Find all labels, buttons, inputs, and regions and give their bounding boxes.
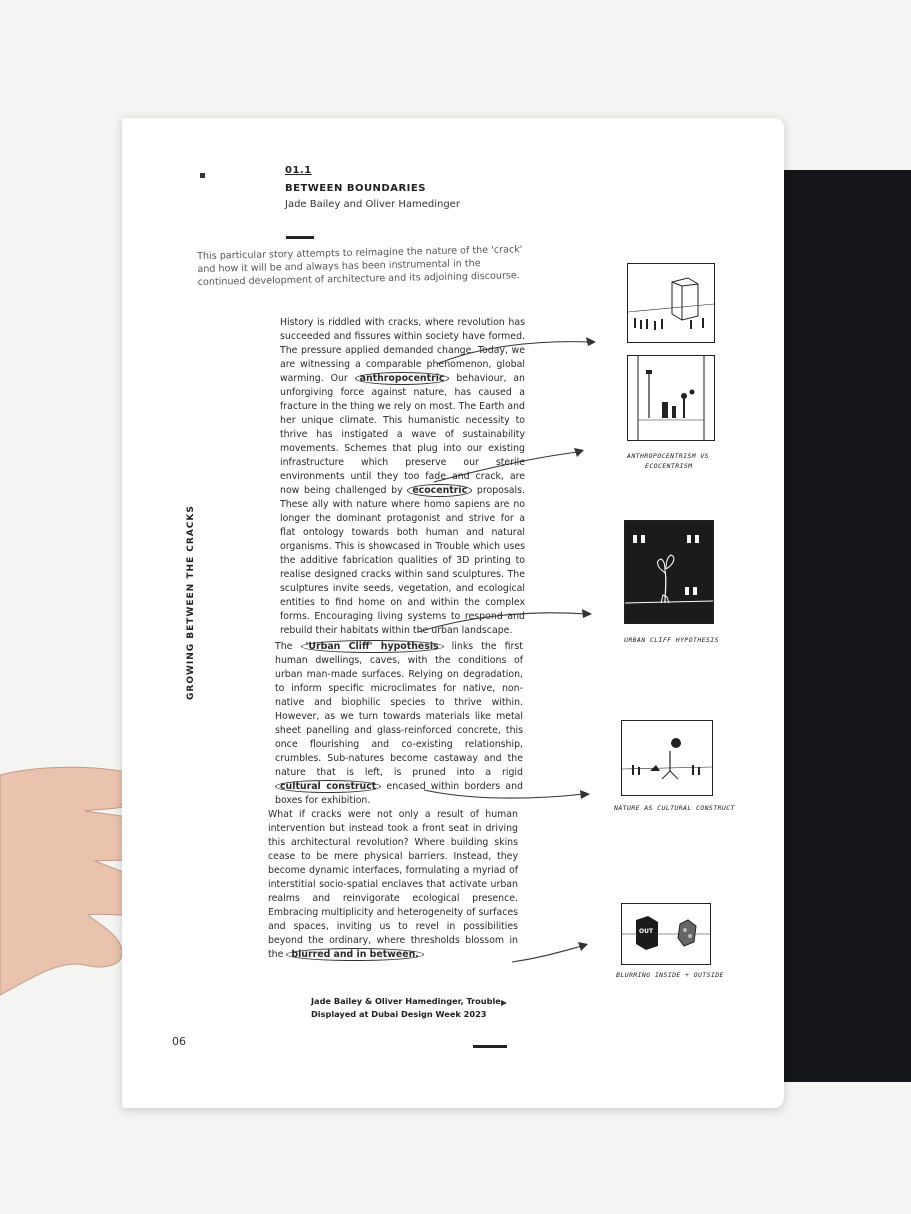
credit-line-1: Jade Bailey & Oliver Hamedinger, Trouble. xyxy=(311,996,504,1006)
page-number: 06 xyxy=(172,1035,186,1048)
circled-anthropocentric: anthropocentric xyxy=(355,372,450,385)
circled-blurred: blurred and in between. xyxy=(286,948,423,961)
circled-urban-cliff: 'Urban Cliff' hypothesis xyxy=(301,640,444,653)
credit-line-2: Displayed at Dubai Design Week 2023 xyxy=(311,1009,487,1019)
p2-text-a: The xyxy=(275,641,301,652)
p1-text-b: behaviour, an unforgiving force against nature, has caused a fracture in the thing we rely on most. The Earth and her unique climate. This humanistic necessity to thrive has instigated a wave of sustainability movements. Schemes that plug into our existing infrastructure which preserve our sterile environments until they too fade and crack, are now being challenged by xyxy=(280,373,525,496)
caption-blurring: BLURRING INSIDE + OUTSIDE xyxy=(616,971,724,979)
p1-text-a: History is riddled with cracks, where revolution has succeeded and fissures within society have formed. The pressure applied demanded change. Today, we are witnessing a comparable phenomenon, global warming. Our xyxy=(280,317,525,384)
p2-text-b: links the first human dwellings, caves, with the conditions of urban man-made surfaces. Relying on degradation, to inform specific microclimates for native, non-native and biophilic species to thrive within. However, as we turn towards materials like metal sheet panelling and glass-reinforced concrete, this once flourishing and co-existing relationship, crumbles. Sub-natures become castaway and the nature that is left, is pruned into a rigid xyxy=(275,641,523,778)
circled-cultural-construct: cultural construct xyxy=(275,780,381,793)
section-number: 01.1 xyxy=(285,165,312,176)
p1-text-c: proposals. These ally with nature where homo sapiens are no longer the dominant protagonist and strive for a flat ontology towards both human and natural organisms. This is showcased in Trouble which uses the additive fabrication qualities of 3D printing to realise designed cracks within sand sculptures. The sculptures invite seeds, vegetation, and ecological entities to find home on and within the complex forms. Encouraging living systems to respond and rebuild their habitats within the urban landscape. xyxy=(280,485,525,636)
caption-nature-construct: NATURE AS CULTURAL CONSTRUCT xyxy=(614,804,735,812)
caption-anthropocentrism-1: ANTHROPOCENTRISM VS xyxy=(627,452,709,460)
sketch-out-text: OUT xyxy=(639,928,654,935)
p2-text-c: encased within borders and boxes for exhibition. xyxy=(275,781,523,806)
circled-ecocentric: ecocentric xyxy=(407,484,472,497)
caption-urban-cliff: URBAN CLIFF HYPOTHESIS xyxy=(624,636,719,644)
section-authors: Jade Bailey and Oliver Hamedinger xyxy=(285,199,460,210)
vertical-chapter-title: GROWING BETWEEN THE CRACKS xyxy=(186,505,196,700)
caption-anthropocentrism-2: ECOCENTRISM xyxy=(645,462,693,470)
section-title: BETWEEN BOUNDARIES xyxy=(285,183,426,194)
p3-text-a: What if cracks were not only a result of human intervention but instead took a front seat in driving this architectural revolution? Where building skins cease to be mere physical barriers. Instead, they become dynamic interfaces, formulating a myriad of interstitial socio-spatial enclaves that activate urban realms and reinvigorate ecological presence. Embracing multiplicity and heterogeneity of surfaces and spaces, inviting us to revel in possibilities beyond the ordinary, where thresholds blossom in the xyxy=(268,809,518,960)
intro-paragraph: This particular story attempts to reimagine the nature of the 'crack' and how it will be and always has been instrumental in the continued development of architecture and its adjoining discourse. xyxy=(197,244,523,288)
